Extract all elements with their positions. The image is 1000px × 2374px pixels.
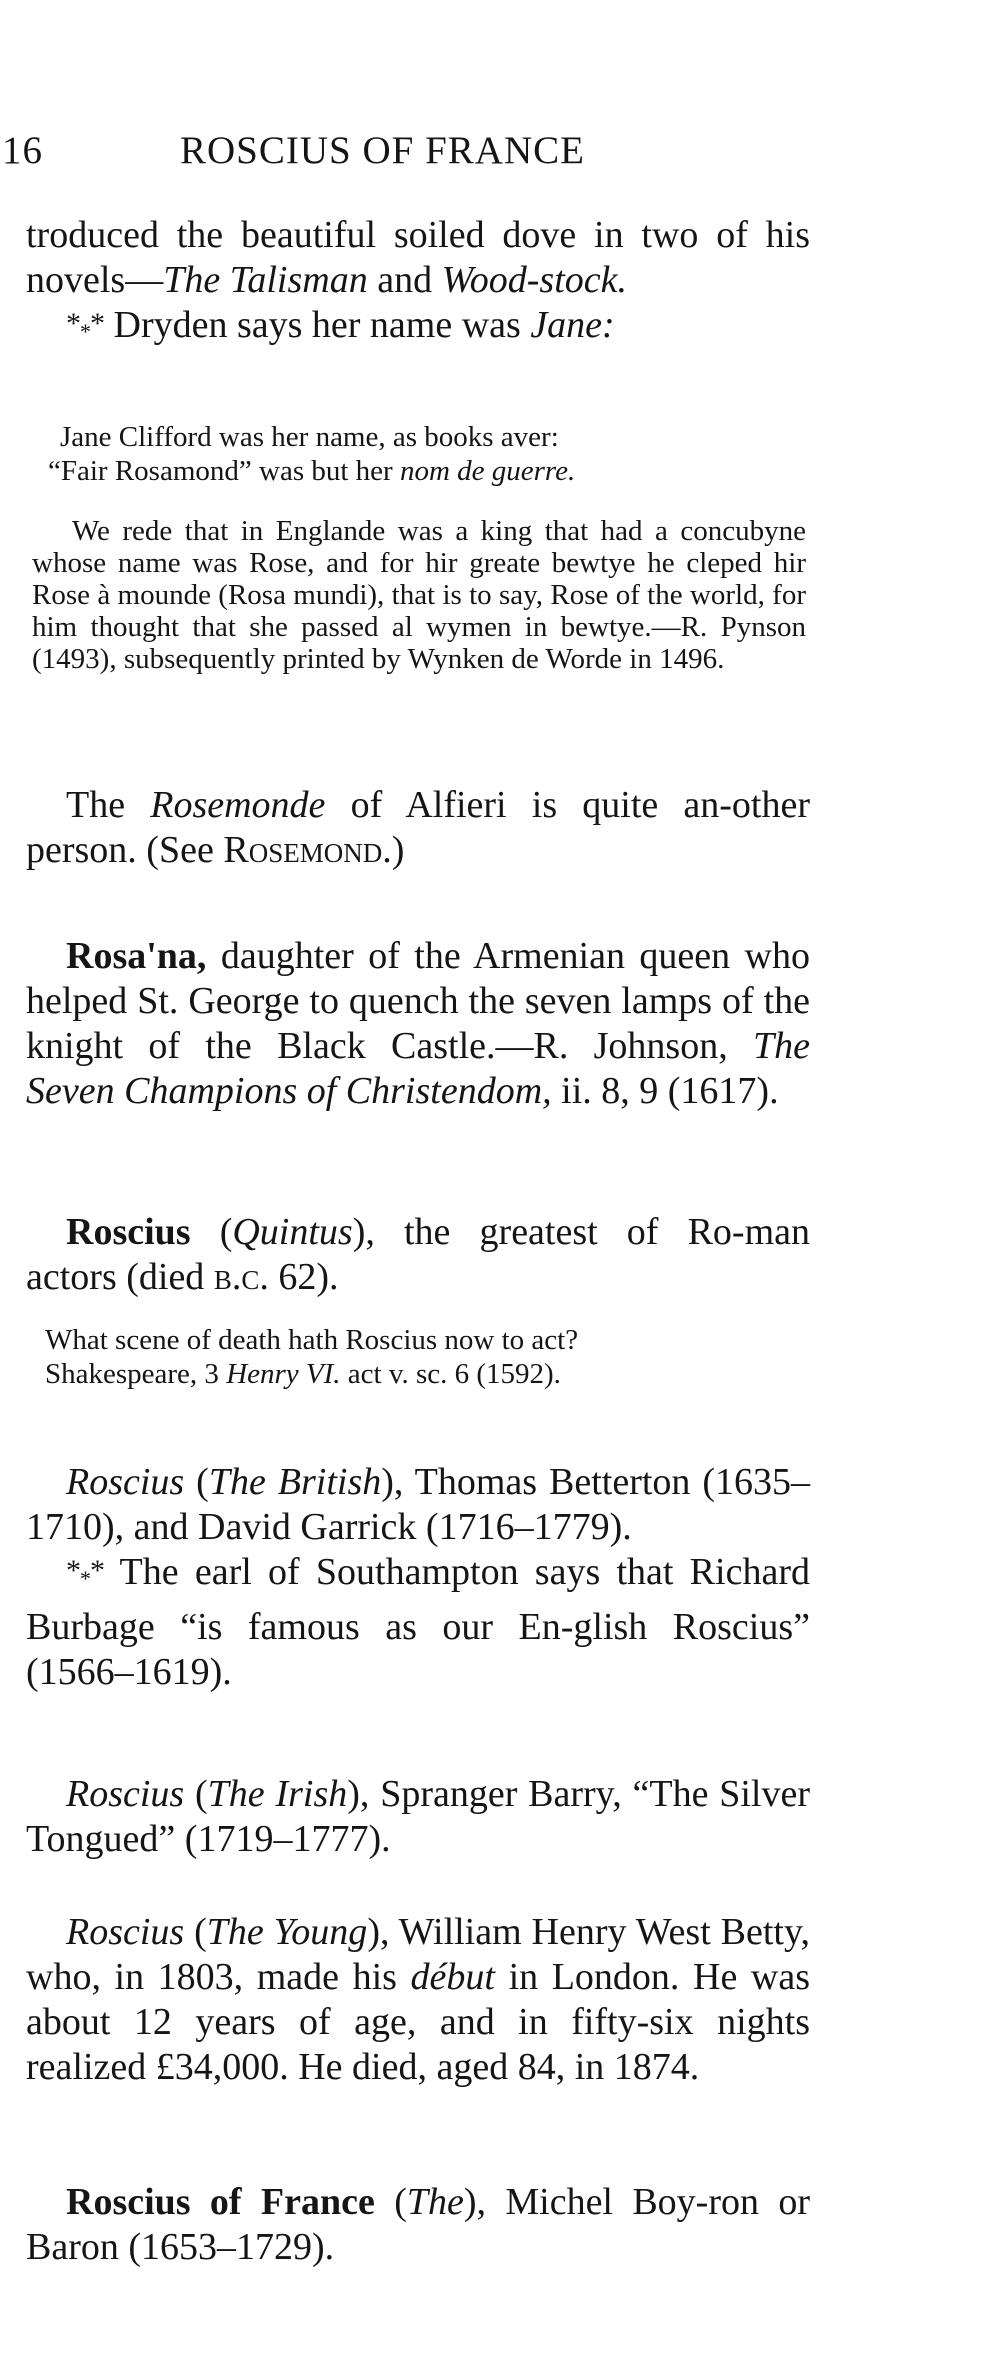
entry-roscius-of-france: Roscius of France (The), Michel Boy-ron or Baron (1653–1729). <box>26 2181 810 2268</box>
entry-roscius: Roscius (Quintus), the greatest of Ro-man actors (died b.c. 62). <box>26 1211 811 1298</box>
asterism-icon: $*_**$ <box>66 1554 104 1591</box>
entry-roscius-irish: Roscius (The Irish), Spranger Barry, “The Silver Tongued” (1719–1777). <box>26 1773 810 1860</box>
entry-headword: Roscius of France <box>66 2181 375 2223</box>
shakespeare-quote: What scene of death hath Roscius now to act? Shakespeare, 3 Henry VI. act v. sc. 6 (1592). <box>45 1324 579 1390</box>
page-header <box>0 128 800 178</box>
dryden-note: $*_**$ Dryden says her name was Jane: <box>66 304 615 346</box>
entry-rosana: Rosa'na, daughter of the Armenian queen who helped St. George to quench the seven lamps of the knight of the Black Castle.—R. Johnson, The Seven Champions of Christendom, ii. 8, 9 (1617). <box>26 935 810 1112</box>
continuation-paragraph: troduced the beautiful soiled dove in two of his novels—The Talisman and Wood-stock. <box>26 214 810 301</box>
page-number: 16 <box>2 129 43 172</box>
book-title: The Talisman <box>163 259 368 301</box>
entry-roscius-british: Roscius (The British), Thomas Betterton (1635–1710), and David Garrick (1716–1779). $*_**$ The earl of Southampton says that Richard Burbage “is famous as our En-glish Roscius” (1566–1619). <box>26 1461 811 1693</box>
verse-quote <box>48 420 800 488</box>
quote-text: We rede that in Englande was a king that had a concubyne whose name was Rose, and for hir greate bewtye he cleped hir Rose à mounde (Rosa mundi), that is to say, Rose of the world, for him thought that she passed al wymen in bewtye.—R. Pynson (1493), subsequently printed by Wynken de Worde in 1496. <box>32 515 806 675</box>
entry-headword: Roscius <box>66 1211 191 1253</box>
verse-line: Jane Clifford was her name, as books aver: <box>60 421 559 453</box>
asterism-icon: $*_**$ <box>66 307 104 344</box>
entry-headword: Rosa'na, <box>66 935 207 977</box>
book-title: Wood-stock. <box>441 259 627 301</box>
pynson-quote <box>32 515 806 675</box>
verse-line: “Fair Rosamond” was but her nom de guerre. <box>48 455 576 487</box>
alfieri-note: The Rosemonde of Alfieri is quite an-other person. (See Rosemond.) <box>26 784 811 871</box>
entry-roscius-young: Roscius (The Young), William Henry West Betty, who, in 1803, made his début in London. He was about 12 years of age, and in fifty-six nights realized £34,000. He died, aged 84, in 1874. <box>26 1911 811 2088</box>
entry-continuation <box>26 213 810 358</box>
cross-reference: Rosemond <box>223 829 383 871</box>
running-head: ROSCIUS OF FRANCE <box>180 129 585 172</box>
southampton-note: $*_**$ The earl of Southampton says that Richard Burbage “is famous as our En-glish Roscius” (1566–1619). <box>26 1551 810 1693</box>
